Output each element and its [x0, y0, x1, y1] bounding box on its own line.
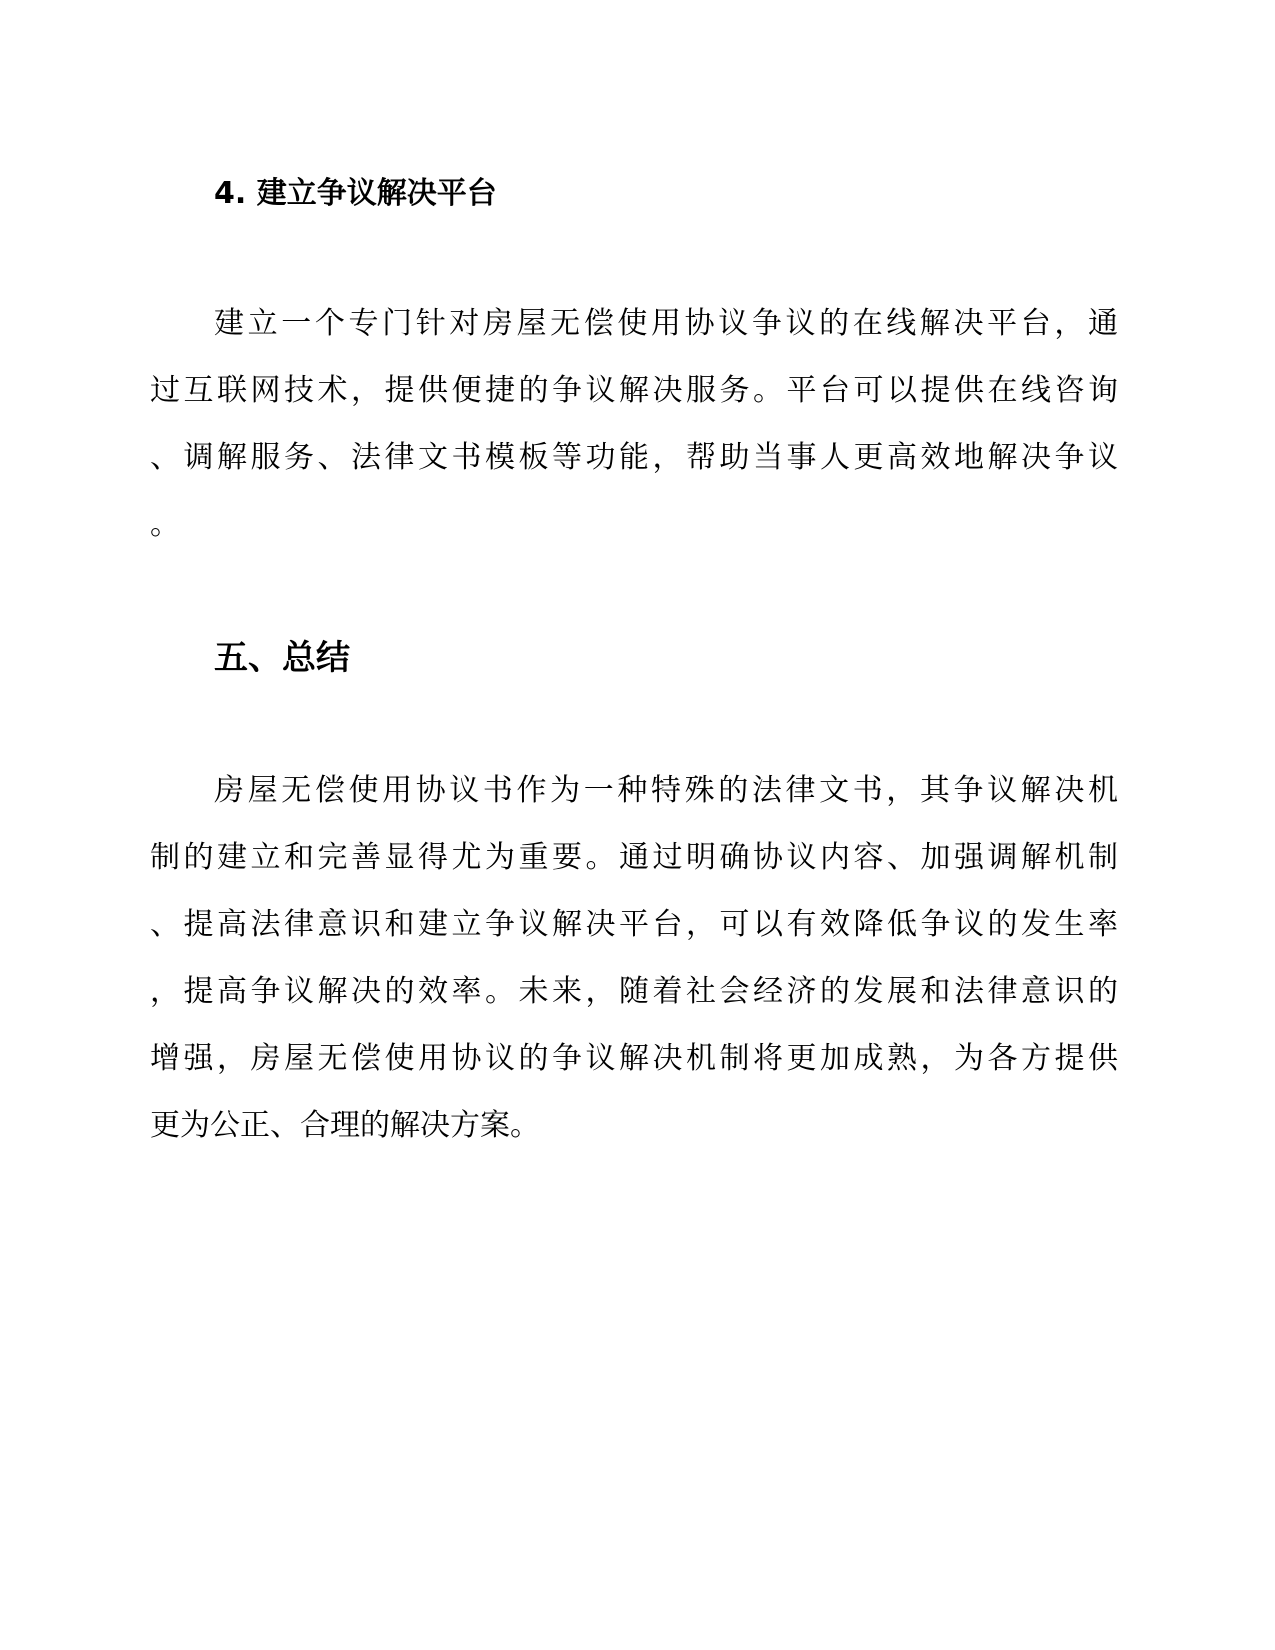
paragraph-line: 制的建立和完善显得尤为重要。通过明确协议内容、加强调解机制 [150, 840, 1118, 875]
paragraph-line: 增强，房屋无偿使用协议的争议解决机制将更加成熟，为各方提供 [150, 1041, 1118, 1076]
paragraph-line: 。 [150, 507, 180, 542]
paragraph-line: 过互联网技术，提供便捷的争议解决服务。平台可以提供在线咨询 [150, 373, 1118, 408]
paragraph-line: 建立一个专门针对房屋无偿使用协议争议的在线解决平台，通 [214, 306, 1118, 341]
section-heading: 五、总结 [214, 638, 350, 678]
paragraph-dispute-platform [150, 290, 1118, 558]
paragraph-line: ，提高争议解决的效率。未来，随着社会经济的发展和法律意识的 [150, 974, 1118, 1009]
paragraph-line: 房屋无偿使用协议书作为一种特殊的法律文书，其争议解决机 [214, 773, 1118, 808]
subsection-heading: 4. 建立争议解决平台 [214, 176, 497, 211]
paragraph-summary [150, 757, 1118, 1159]
paragraph-line: 更为公正、合理的解决方案。 [150, 1108, 540, 1143]
paragraph-line: 、调解服务、法律文书模板等功能，帮助当事人更高效地解决争议 [150, 440, 1118, 475]
paragraph-line: 、提高法律意识和建立争议解决平台，可以有效降低争议的发生率 [150, 907, 1118, 942]
